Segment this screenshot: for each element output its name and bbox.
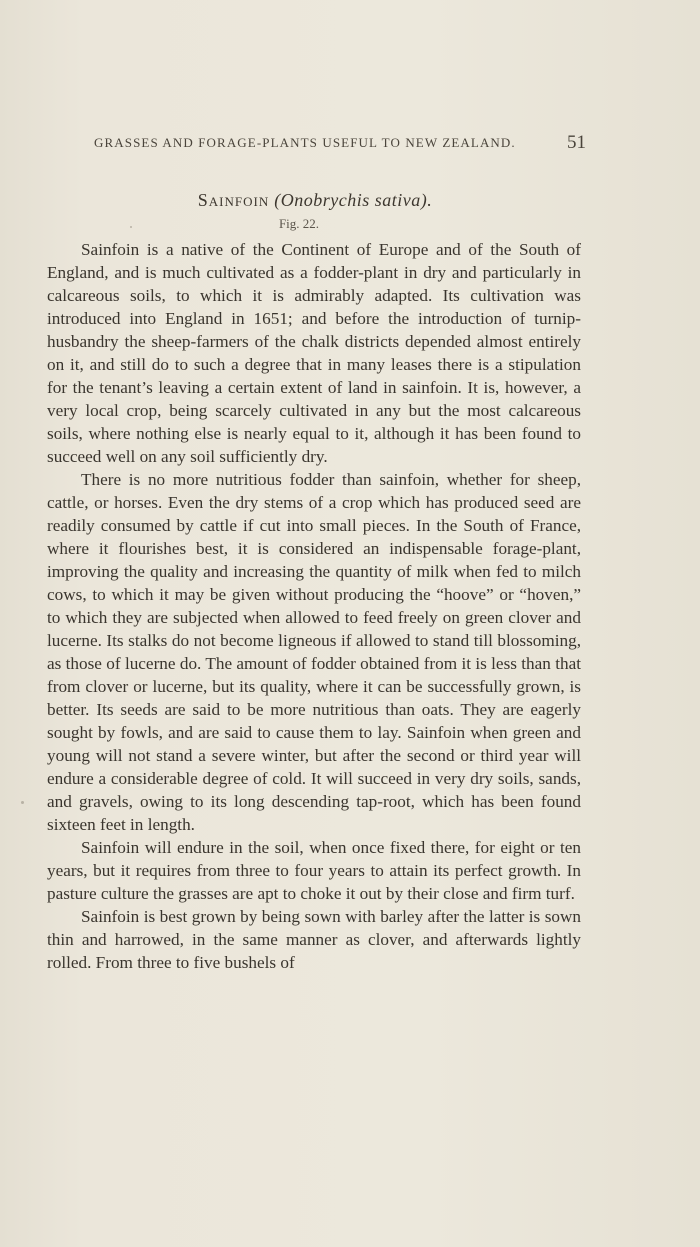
paragraph-1: Sainfoin is a native of the Continent of Europe and of the South of England, and is much cultivated as a fodder-plant in dry and particularly in calcareous soils, to which it is admirably adapted. Its cultivation was introduced into England in 1651; and before the introduction of turnip-husbandry the sheep-farmers of the chalk districts depended almost entirely on it, and still do to such a degree that in many leases there is a stipulation for the tenant’s leaving a certain extent of land in sainfoin. It is, however, a very local crop, being scarcely cultivated in any but the most calcareous soils, where nothing else is nearly equal to it, although it has been found to succeed well on any soil sufficiently dry.: [47, 240, 581, 466]
page-number: 51: [567, 132, 586, 153]
paragraph-4: Sainfoin is best grown by being sown with barley after the latter is sown thin and harrowed, in the same manner as clover, and afterwards lightly rolled. From three to five bushels of: [47, 907, 581, 972]
section-heading-latin: (Onobrychis sativa).: [274, 190, 433, 210]
paper-speck: [21, 801, 24, 804]
section-heading: [0, 190, 630, 211]
figure-label: Fig. 22.: [278, 216, 320, 231]
section-heading-name: Sainfoin: [197, 190, 270, 210]
running-head-title: GRASSES AND FORAGE-PLANTS USEFUL TO NEW ZEALAND.: [94, 135, 516, 150]
body-text: [47, 238, 581, 974]
paragraph-2: There is no more nutritious fodder than sainfoin, whether for sheep, cattle, or horses. Even the dry stems of a crop which has produced seed are readily consumed by cattle if cut into small pieces. In the South of France, where it flourishes best, it is considered an indispensable forage-plant, improving the quality and increasing the quantity of milk when fed to milch cows, to which it may be given without producing the “hoove” or “hoven,” to which they are subjected when allowed to feed freely on green clover and lucerne. Its stalks do not become ligneous if allowed to stand till blossoming, as those of lucerne do. The amount of fodder obtained from it is less than that from clover or lucerne, but its quality, where it can be successfully grown, is better. Its seeds are said to be more nutritious than oats. They are eagerly sought by fowls, and are said to cause them to lay. Sainfoin when green and young will not stand a severe winter, but after the second or third year will endure a considerable degree of cold. It will succeed in very dry soils, sands, and gravels, owing to its long descending tap-root, which has been found sixteen feet in length.: [47, 470, 581, 834]
running-head: [94, 134, 586, 156]
paper-speck: [130, 226, 132, 228]
paragraph-3: Sainfoin will endure in the soil, when once fixed there, for eight or ten years, but it requires from three to four years to attain its perfect growth. In pasture culture the grasses are apt to choke it out by their close and firm turf.: [47, 838, 581, 903]
